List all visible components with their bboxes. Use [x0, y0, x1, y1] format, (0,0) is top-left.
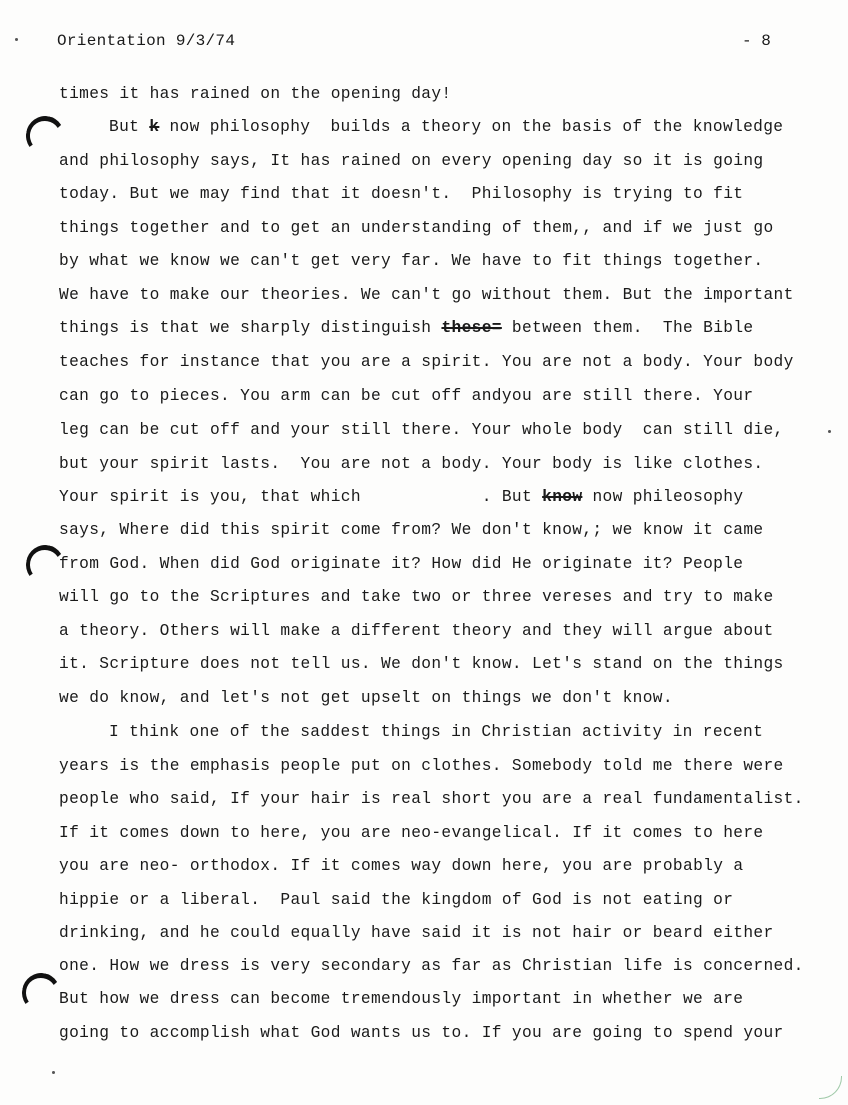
text-line: you are neo- orthodox. If it comes way down here, you are probably a	[59, 857, 744, 875]
text-line: from God. When did God originate it? How did He originate it? People	[59, 555, 744, 573]
document-title: Orientation 9/3/74	[57, 32, 236, 50]
text-line: years is the emphasis people put on clothes. Somebody told me there were	[59, 757, 784, 775]
binder-hole-mark	[24, 543, 58, 577]
paper-speck	[828, 430, 831, 433]
paper-speck	[15, 38, 18, 41]
text-line: But k now philosophy builds a theory on the basis of the knowledge	[109, 118, 784, 136]
text-line: can go to pieces. You arm can be cut off andyou are still there. Your	[59, 387, 754, 405]
page-corner-mark	[819, 1076, 842, 1099]
page-number: - 8	[742, 32, 771, 50]
text-line: today. But we may find that it doesn't. Philosophy is trying to fit	[59, 185, 744, 203]
text-line: drinking, and he could equally have said it is not hair or beard either	[59, 924, 774, 942]
text-line: Your spirit is you, that which . But know now phileosophy	[59, 488, 744, 506]
text-line: says, Where did this spirit come from? We don't know,; we know it came	[59, 521, 764, 539]
text-line: we do know, and let's not get upselt on things we don't know.	[59, 689, 673, 707]
binder-hole-mark	[20, 971, 54, 1005]
text-line: one. How we dress is very secondary as far as Christian life is concerned.	[59, 957, 804, 975]
paper-speck	[52, 1071, 55, 1074]
text-line: leg can be cut off and your still there. Your whole body can still die,	[59, 421, 784, 439]
text-line: a theory. Others will make a different theory and they will argue about	[59, 622, 774, 640]
text-line: things together and to get an understanding of them,, and if we just go	[59, 219, 774, 237]
text-line: but your spirit lasts. You are not a body. Your body is like clothes.	[59, 455, 764, 473]
binder-hole-mark	[24, 114, 58, 148]
text-line: will go to the Scriptures and take two or three vereses and try to make	[59, 588, 774, 606]
text-line: hippie or a liberal. Paul said the kingdom of God is not eating or	[59, 891, 734, 909]
text-line: teaches for instance that you are a spirit. You are not a body. Your body	[59, 353, 794, 371]
text-line: We have to make our theories. We can't go without them. But the important	[59, 286, 794, 304]
struck-text: know	[542, 488, 583, 506]
text-line: I think one of the saddest things in Christian activity in recent	[109, 723, 764, 741]
text-line: by what we know we can't get very far. We have to fit things together.	[59, 252, 764, 270]
text-line: things is that we sharply distinguish these= between them. The Bible	[59, 319, 754, 337]
text-line: times it has rained on the opening day!	[59, 85, 452, 103]
text-line: But how we dress can become tremendously important in whether we are	[59, 990, 744, 1008]
text-line: going to accomplish what God wants us to. If you are going to spend your	[59, 1024, 784, 1042]
text-line: it. Scripture does not tell us. We don't know. Let's stand on the things	[59, 655, 784, 673]
text-line: and philosophy says, It has rained on every opening day so it is going	[59, 152, 764, 170]
text-line: If it comes down to here, you are neo-evangelical. If it comes to here	[59, 824, 764, 842]
text-line: people who said, If your hair is real short you are a real fundamentalist.	[59, 790, 804, 808]
struck-text: these=	[441, 319, 502, 337]
struck-text: k	[149, 118, 160, 136]
